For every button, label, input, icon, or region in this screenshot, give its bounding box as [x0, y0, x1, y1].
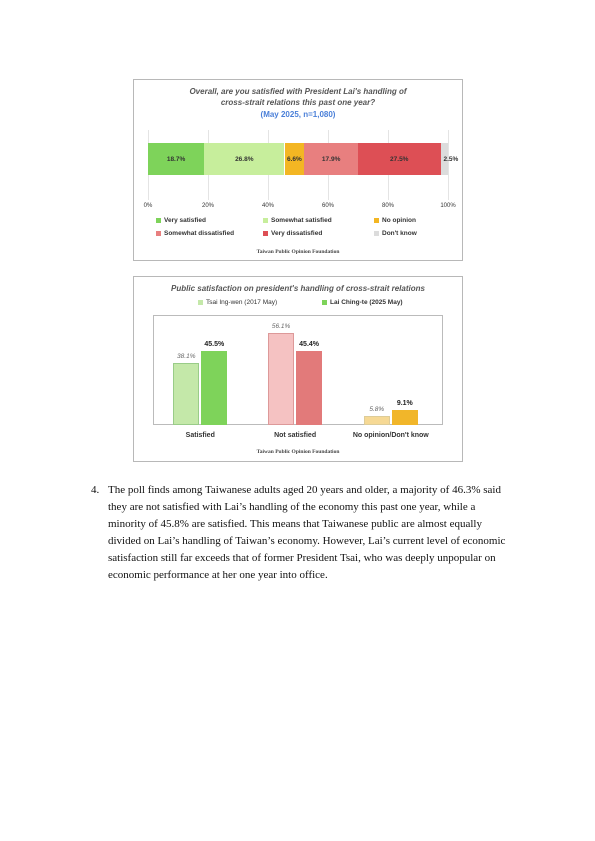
- segment-value-label: 18.7%: [166, 155, 186, 163]
- category-label: Satisfied: [185, 432, 215, 439]
- category-label: Not satisfied: [274, 432, 317, 439]
- bar-segment: [204, 143, 284, 175]
- legend-swatch: [322, 300, 327, 305]
- chart-legend: [134, 217, 462, 245]
- legend-label: Lai Ching-te (2025 May): [330, 299, 403, 306]
- chart-legend: [134, 297, 462, 309]
- stacked-bar-chart: [133, 79, 463, 261]
- legend-label: Don't know: [382, 230, 417, 237]
- legend-label: Somewhat satisfied: [271, 217, 332, 224]
- category-label: No opinion/Don't know: [352, 432, 429, 439]
- legend-swatch: [156, 231, 161, 236]
- segment-value-label: 2.5%: [443, 155, 459, 163]
- bar-segment: [304, 143, 358, 175]
- bar: [392, 410, 418, 425]
- bar: [296, 351, 322, 425]
- legend-item: [374, 217, 416, 224]
- legend-item: [198, 299, 277, 306]
- legend-item: [156, 230, 234, 237]
- x-tick-label: 100%: [440, 203, 456, 209]
- numbered-paragraph: [91, 482, 511, 584]
- legend-item: [263, 217, 332, 224]
- legend-swatch: [374, 218, 379, 223]
- legend-label: Somewhat dissatisfied: [164, 230, 235, 237]
- segment-value-label: 17.9%: [321, 155, 341, 163]
- legend-item: [322, 299, 403, 306]
- chart-source: Taiwan Public Opinion Foundation: [256, 449, 340, 455]
- segment-value-label: 26.8%: [235, 155, 254, 163]
- grid-line: [448, 130, 449, 200]
- bar-value-label: 5.8%: [369, 405, 385, 413]
- legend-swatch: [263, 218, 268, 223]
- x-tick-label: 40%: [261, 203, 275, 209]
- legend-swatch: [198, 300, 203, 305]
- bar: [173, 363, 199, 425]
- paragraph-text: The poll finds among Taiwanese adults aged 20 years and older, a majority of 46.3% said they are not satisfied with Lai’s handling of the economy this past one year, while a minority of 45.8% are satisfied. This means that Taiwanese public are almost equally divided on Lai’s handling of Taiwan’s economy. However, Lai’s current level of economic satisfaction still far exceeds that of former President Tsai, who was deeply unpopular on economic performance at her one year into office.: [108, 484, 506, 581]
- chart-title: Overall, are you satisfied with President Lai's handling of cross-strait relations this past one year?: [189, 87, 407, 107]
- stacked-bar: [148, 143, 459, 175]
- bar-segment: [148, 143, 204, 175]
- bar-segment: [285, 143, 305, 175]
- bar-segment: [358, 143, 441, 175]
- bar: [201, 351, 227, 425]
- bar-segment: [441, 143, 459, 175]
- category-labels: [153, 432, 443, 442]
- x-tick-label: 0%: [143, 203, 153, 209]
- bar-value-label: 9.1%: [396, 400, 413, 408]
- segment-value-label: 6.6%: [286, 155, 302, 163]
- chart-title: Public satisfaction on president's handling of cross-strait relations: [171, 284, 425, 293]
- bar-value-label: 45.4%: [299, 340, 320, 348]
- legend-item: [263, 230, 322, 237]
- x-tick-label: 20%: [201, 203, 215, 209]
- segment-value-label: 27.5%: [390, 155, 409, 163]
- legend-swatch: [263, 231, 268, 236]
- legend-swatch: [156, 218, 161, 223]
- x-tick-label: 80%: [381, 203, 395, 209]
- chart-subtitle: (May 2025, n=1,080): [260, 110, 336, 119]
- legend-label: Very dissatisfied: [271, 230, 323, 237]
- paragraph-number: 4.: [91, 484, 100, 496]
- x-tick-label: 60%: [321, 203, 335, 209]
- bar: [364, 416, 390, 425]
- bar: [268, 333, 294, 425]
- x-axis-ticks: [143, 203, 456, 213]
- legend-label: No opinion: [382, 217, 416, 224]
- legend-swatch: [374, 231, 379, 236]
- legend-item: [374, 230, 417, 237]
- legend-label: Tsai Ing-wen (2017 May): [206, 299, 278, 306]
- legend-item: [156, 217, 206, 224]
- legend-label: Very satisfied: [164, 217, 206, 224]
- bar-value-label: 38.1%: [177, 352, 196, 360]
- bar-value-label: 56.1%: [271, 323, 291, 331]
- grouped-bar-chart: [133, 276, 463, 462]
- bars-area: [153, 315, 443, 425]
- chart-source: Taiwan Public Opinion Foundation: [256, 249, 340, 255]
- bar-value-label: 45.5%: [204, 340, 225, 348]
